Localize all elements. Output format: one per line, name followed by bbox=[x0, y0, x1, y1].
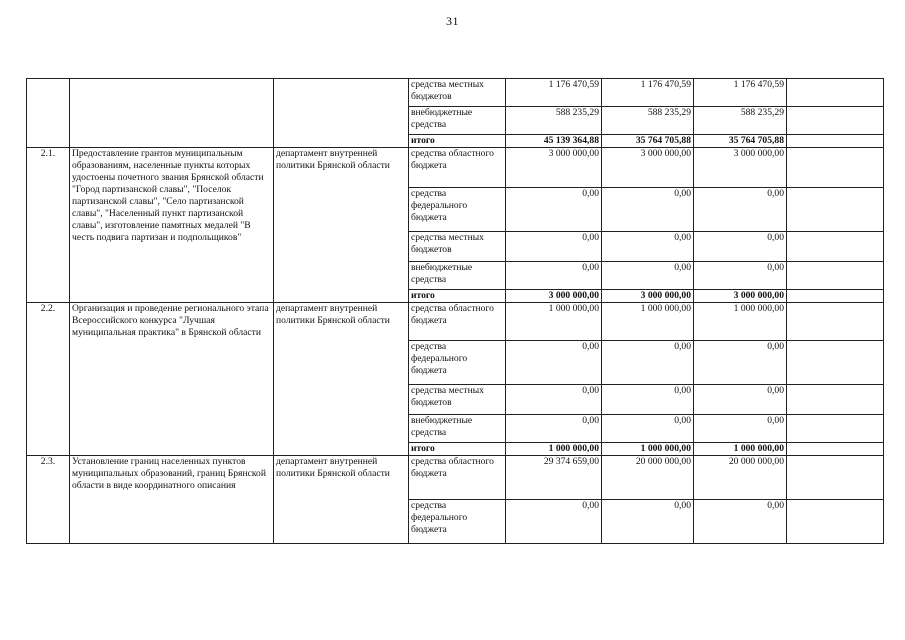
amount-year-2: 1 000 000,00 bbox=[602, 303, 694, 341]
amount-year-3: 0,00 bbox=[694, 500, 787, 544]
amount-year-3: 0,00 bbox=[694, 385, 787, 415]
funding-source: итого bbox=[409, 290, 506, 303]
amount-year-1: 29 374 659,00 bbox=[506, 456, 602, 500]
amount-year-3: 0,00 bbox=[694, 232, 787, 262]
empty-cell bbox=[787, 148, 884, 188]
amount-year-3: 0,00 bbox=[694, 341, 787, 385]
amount-year-2: 3 000 000,00 bbox=[602, 290, 694, 303]
amount-year-1: 0,00 bbox=[506, 188, 602, 232]
empty-cell bbox=[787, 107, 884, 135]
empty-cell bbox=[787, 232, 884, 262]
amount-year-1: 0,00 bbox=[506, 262, 602, 290]
amount-year-3: 588 235,29 bbox=[694, 107, 787, 135]
funding-source: средства федерального бюджета bbox=[409, 500, 506, 544]
amount-year-3: 20 000 000,00 bbox=[694, 456, 787, 500]
activity-description bbox=[70, 79, 274, 148]
responsible-department bbox=[274, 79, 409, 148]
amount-year-2: 1 000 000,00 bbox=[602, 443, 694, 456]
amount-year-3: 3 000 000,00 bbox=[694, 148, 787, 188]
responsible-department: департамент внутренней политики Брянской области bbox=[274, 303, 409, 456]
empty-cell bbox=[787, 303, 884, 341]
amount-year-3: 35 764 705,88 bbox=[694, 135, 787, 148]
funding-source: средства местных бюджетов bbox=[409, 232, 506, 262]
amount-year-2: 3 000 000,00 bbox=[602, 148, 694, 188]
amount-year-2: 0,00 bbox=[602, 415, 694, 443]
table-body bbox=[27, 79, 884, 544]
row-index: 2.2. bbox=[27, 303, 70, 456]
empty-cell bbox=[787, 443, 884, 456]
funding-source: средства областного бюджета bbox=[409, 303, 506, 341]
amount-year-2: 0,00 bbox=[602, 385, 694, 415]
empty-cell bbox=[787, 385, 884, 415]
funding-source: внебюджетные средства bbox=[409, 415, 506, 443]
empty-cell bbox=[787, 341, 884, 385]
funding-source: итого bbox=[409, 443, 506, 456]
amount-year-1: 0,00 bbox=[506, 415, 602, 443]
amount-year-1: 1 000 000,00 bbox=[506, 303, 602, 341]
table-row bbox=[27, 148, 884, 188]
budget-table bbox=[26, 78, 884, 544]
amount-year-2: 0,00 bbox=[602, 341, 694, 385]
responsible-department: департамент внутренней политики Брянской области bbox=[274, 456, 409, 544]
funding-source: средства местных бюджетов bbox=[409, 79, 506, 107]
empty-cell bbox=[787, 415, 884, 443]
amount-year-1: 3 000 000,00 bbox=[506, 148, 602, 188]
row-index bbox=[27, 79, 70, 148]
empty-cell bbox=[787, 188, 884, 232]
amount-year-3: 3 000 000,00 bbox=[694, 290, 787, 303]
amount-year-3: 1 000 000,00 bbox=[694, 303, 787, 341]
amount-year-1: 3 000 000,00 bbox=[506, 290, 602, 303]
funding-source: внебюджетные средства bbox=[409, 107, 506, 135]
amount-year-1: 0,00 bbox=[506, 385, 602, 415]
table-row bbox=[27, 456, 884, 500]
funding-source: итого bbox=[409, 135, 506, 148]
amount-year-3: 0,00 bbox=[694, 415, 787, 443]
amount-year-2: 35 764 705,88 bbox=[602, 135, 694, 148]
amount-year-3: 0,00 bbox=[694, 262, 787, 290]
amount-year-1: 0,00 bbox=[506, 341, 602, 385]
amount-year-2: 1 176 470,59 bbox=[602, 79, 694, 107]
table-row bbox=[27, 79, 884, 107]
empty-cell bbox=[787, 262, 884, 290]
empty-cell bbox=[787, 290, 884, 303]
amount-year-3: 1 000 000,00 bbox=[694, 443, 787, 456]
table-row bbox=[27, 303, 884, 341]
amount-year-3: 0,00 bbox=[694, 188, 787, 232]
amount-year-2: 0,00 bbox=[602, 188, 694, 232]
funding-source: средства местных бюджетов bbox=[409, 385, 506, 415]
amount-year-2: 0,00 bbox=[602, 232, 694, 262]
responsible-department: департамент внутренней политики Брянской области bbox=[274, 148, 409, 303]
amount-year-2: 588 235,29 bbox=[602, 107, 694, 135]
amount-year-3: 1 176 470,59 bbox=[694, 79, 787, 107]
amount-year-2: 20 000 000,00 bbox=[602, 456, 694, 500]
activity-description: Установление границ населенных пунктов муниципальных образований, границ Брянской области в виде координатного описания bbox=[70, 456, 274, 544]
amount-year-1: 588 235,29 bbox=[506, 107, 602, 135]
activity-description: Организация и проведение регионального этапа Всероссийского конкурса "Лучшая муниципальная практика" в Брянской области bbox=[70, 303, 274, 456]
amount-year-1: 0,00 bbox=[506, 500, 602, 544]
empty-cell bbox=[787, 79, 884, 107]
amount-year-1: 0,00 bbox=[506, 232, 602, 262]
amount-year-2: 0,00 bbox=[602, 262, 694, 290]
funding-source: средства областного бюджета bbox=[409, 456, 506, 500]
funding-source: средства федерального бюджета bbox=[409, 188, 506, 232]
empty-cell bbox=[787, 135, 884, 148]
activity-description: Предоставление грантов муниципальным образованиям, населенные пункты которых удостоены почетного звания Брянской области "Город партизанской славы", "Поселок партизанской славы", "Село партизанской славы", "Населенный пункт партизанской славы", изготовление памятных медалей "В честь подвига партизан и подпольщиков" bbox=[70, 148, 274, 303]
funding-source: внебюджетные средства bbox=[409, 262, 506, 290]
empty-cell bbox=[787, 456, 884, 500]
row-index: 2.3. bbox=[27, 456, 70, 544]
amount-year-2: 0,00 bbox=[602, 500, 694, 544]
amount-year-1: 1 000 000,00 bbox=[506, 443, 602, 456]
row-index: 2.1. bbox=[27, 148, 70, 303]
amount-year-1: 1 176 470,59 bbox=[506, 79, 602, 107]
page-number: 31 bbox=[446, 14, 459, 28]
empty-cell bbox=[787, 500, 884, 544]
funding-source: средства федерального бюджета bbox=[409, 341, 506, 385]
amount-year-1: 45 139 364,88 bbox=[506, 135, 602, 148]
funding-source: средства областного бюджета bbox=[409, 148, 506, 188]
